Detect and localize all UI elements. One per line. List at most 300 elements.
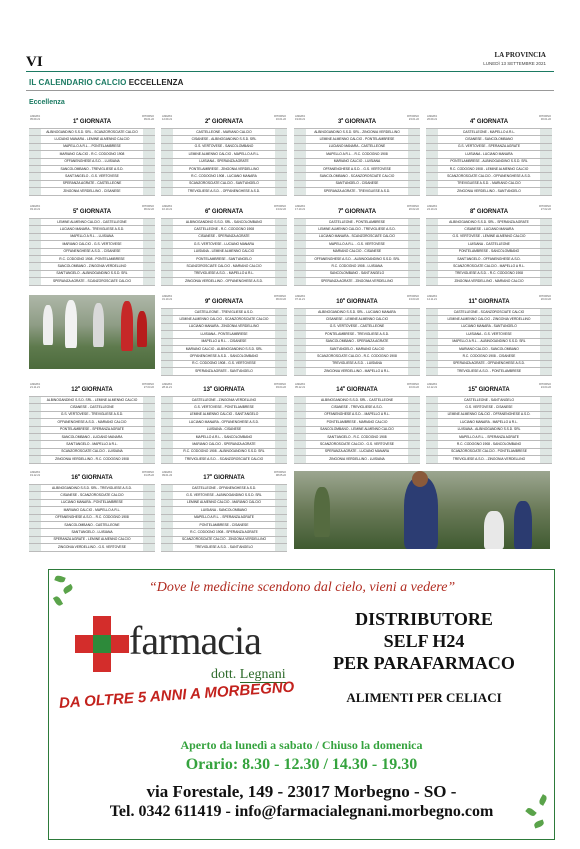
score-cell (29, 249, 41, 255)
score-cell (143, 515, 155, 521)
score-cell (275, 492, 287, 498)
giornata-card (161, 383, 287, 464)
giornata-card (29, 205, 155, 286)
match-row (161, 500, 287, 507)
andata-date: ANDATA 03.10.21 (30, 205, 41, 211)
match-row (294, 456, 420, 463)
match-row (294, 271, 420, 278)
score-cell (161, 278, 173, 284)
giornata-header (426, 295, 552, 308)
match-row (426, 361, 552, 368)
score-cell (143, 188, 155, 194)
match-row (426, 271, 552, 278)
giornata-num-sup: a (474, 297, 477, 301)
match-teams: ZINGONIA VERDELLINO - MAPELLO A R.L. (324, 368, 390, 373)
score-cell (143, 166, 155, 172)
score-cell (161, 427, 173, 433)
match-row (294, 427, 420, 434)
match-row (426, 324, 552, 331)
score-cell (426, 419, 438, 425)
match-teams: SANCOLOMBANO - SCANZOROSCIATE CALCIO (319, 174, 395, 179)
score-cell (294, 159, 306, 165)
match-row (426, 339, 552, 346)
score-cell (161, 271, 173, 277)
score-cell (294, 151, 306, 157)
score-cell (408, 404, 420, 410)
match-row (161, 263, 287, 270)
match-teams: ZINGONIA VERDELLINO - SANT'ANGELO (457, 188, 521, 193)
score-cell (143, 441, 155, 447)
giornata-num: 14 (336, 387, 343, 393)
match-teams: MAPELLO A R.L. - SPERANZA AGRATE (459, 434, 519, 439)
giornata-number (205, 119, 210, 125)
giornata-header (29, 383, 155, 396)
giornata-num-sup: a (342, 385, 345, 389)
score-cell (275, 412, 287, 418)
section-prefix: IL CALENDARIO (29, 78, 93, 87)
score-cell (29, 427, 41, 433)
score-cell (294, 309, 306, 315)
match-row (29, 500, 155, 507)
giornata-header (294, 383, 420, 396)
ad-celiac: ALIMENTI PER CELIACI (346, 690, 502, 705)
score-cell (426, 339, 438, 345)
score-cell (294, 219, 306, 225)
match-teams: LUCIANO MANARA - CASTELLEONE (328, 144, 386, 149)
score-cell (294, 226, 306, 232)
match-teams: ALBINOGANDINO S.S.D. SRL - ZINGONIA VERDELLINO (314, 129, 400, 134)
score-cell (426, 309, 438, 315)
score-cell (426, 427, 438, 433)
giornata-label: GIORNATA (344, 209, 377, 215)
score-cell (275, 397, 287, 403)
match-teams: SANCOLOMBANO - TREVIGLIESE A.S.D. (60, 166, 124, 171)
score-cell (294, 441, 306, 447)
match-teams: MAPELLO A R.L. - G.S. VERTOVESE (329, 241, 385, 246)
score-cell (29, 256, 41, 262)
score-cell (540, 173, 552, 179)
match-teams: ZINGONIA VERDELLINO - OFFANENGHESE A.S.D. (185, 278, 263, 283)
score-cell (294, 173, 306, 179)
score-cell (294, 449, 306, 455)
score-cell (275, 529, 287, 535)
score-cell (408, 324, 420, 330)
giornata-num: 15 (468, 387, 475, 393)
ritorno-date: RITORNO 06.03.22 (274, 295, 286, 301)
match-row (294, 234, 420, 241)
score-cell (294, 339, 306, 345)
match-row (294, 241, 420, 248)
score-cell (426, 271, 438, 277)
score-cell (29, 226, 41, 232)
score-cell (540, 339, 552, 345)
giornata-label: GIORNATA (478, 387, 510, 393)
score-cell (426, 434, 438, 440)
match-row (161, 361, 287, 368)
score-cell (294, 136, 306, 142)
giornata-num: 6 (204, 209, 209, 215)
score-cell (161, 339, 173, 345)
giornata-header (29, 205, 155, 218)
giornata-label: GIORNATA (211, 299, 244, 305)
giornata-header (426, 383, 552, 396)
score-cell (161, 515, 173, 521)
match-teams: OFFANENGHESE A.S.D. - CISANESE (63, 249, 121, 254)
match-teams: LUISIANA - SANCOLOMBANO (201, 507, 247, 512)
score-cell (161, 449, 173, 455)
giornata-num-sup: a (208, 207, 211, 211)
giornata-num: 11 (468, 299, 475, 305)
score-cell (161, 309, 173, 315)
score-cell (540, 449, 552, 455)
score-cell (294, 412, 306, 418)
giornata-number (71, 387, 80, 393)
score-cell (161, 500, 173, 506)
match-row (161, 249, 287, 256)
score-cell (408, 263, 420, 269)
score-cell (161, 151, 173, 157)
match-row (161, 515, 287, 522)
giornata-label: GIORNATA (346, 299, 378, 305)
score-cell (29, 397, 41, 403)
match-teams: TREVIGLIESE A.S.D. - MARIANO CALCIO (457, 181, 521, 186)
giornata-card (426, 295, 552, 376)
score-cell (426, 368, 438, 374)
score-cell (275, 173, 287, 179)
score-cell (426, 144, 438, 150)
match-row (426, 219, 552, 226)
score-cell (408, 412, 420, 418)
score-cell (143, 507, 155, 513)
match-row (161, 544, 287, 551)
match-row (426, 181, 552, 188)
score-cell (408, 136, 420, 142)
match-teams: CISANESE - ALBINOGANDINO S.S.D. SRL (191, 137, 257, 142)
score-cell (29, 412, 41, 418)
score-cell (294, 166, 306, 172)
match-row (29, 449, 155, 456)
giornata-header (29, 115, 155, 128)
match-list (29, 128, 155, 196)
match-row (29, 256, 155, 263)
score-cell (408, 427, 420, 433)
score-cell (540, 166, 552, 172)
match-teams: G.S. VERTOVESE - CISANESE (465, 405, 513, 410)
score-cell (426, 159, 438, 165)
score-cell (143, 226, 155, 232)
score-cell (426, 412, 438, 418)
match-teams: MARIANO CALCIO - MAPELLO A R.L. (63, 507, 121, 512)
score-cell (408, 331, 420, 337)
score-cell (143, 544, 155, 550)
giornata-num-sup: a (341, 207, 344, 211)
giornata-num: 12 (71, 387, 78, 393)
score-cell (294, 397, 306, 403)
giornata-header (426, 205, 552, 218)
match-row (294, 441, 420, 448)
match-row (426, 404, 552, 411)
match-row (426, 449, 552, 456)
match-row (161, 507, 287, 514)
match-teams: OFFANENGHESE A.S.D. - MARIANO CALCIO (57, 419, 127, 424)
score-cell (294, 271, 306, 277)
score-cell (275, 136, 287, 142)
match-teams: SCANZOROSCIATE CALCIO - SANT'ANGELO (189, 181, 259, 186)
score-cell (426, 219, 438, 225)
score-cell (426, 278, 438, 284)
score-cell (161, 188, 173, 194)
score-cell (408, 434, 420, 440)
score-cell (294, 419, 306, 425)
match-teams: OFFANENGHESE A.S.D. - R.C. CODOGNO 1908 (55, 515, 129, 520)
match-row (426, 241, 552, 248)
match-row (161, 449, 287, 456)
giornata-num-sup: a (208, 297, 211, 301)
match-row (161, 485, 287, 492)
giornata-label: GIORNATA (478, 299, 510, 305)
score-cell (540, 361, 552, 367)
match-row (161, 537, 287, 544)
match-teams: ZINGONIA VERDELLINO - G.S. VERTOVESE (57, 544, 127, 549)
match-list (161, 484, 287, 552)
match-teams: OFFANENGHESE A.S.D. - ALBINOGANDINO S.S.D. SRL (314, 256, 400, 261)
match-teams: LEMINE ALMENNO CALCIO - SCANZOROSCIATE CALCIO (179, 317, 269, 322)
score-cell (275, 226, 287, 232)
score-cell (294, 181, 306, 187)
score-cell (275, 278, 287, 284)
score-cell (275, 515, 287, 521)
match-row (29, 522, 155, 529)
score-cell (143, 456, 155, 462)
score-cell (408, 151, 420, 157)
match-row (29, 271, 155, 278)
match-row (426, 166, 552, 173)
match-teams: MAPELLO A R.L. - SANCOLOMBANO (195, 434, 253, 439)
score-cell (161, 397, 173, 403)
giornata-num: 17 (203, 475, 210, 481)
giornata-num: 10 (336, 299, 343, 305)
score-cell (294, 234, 306, 240)
score-cell (275, 434, 287, 440)
giornata-header (161, 295, 287, 308)
score-cell (161, 544, 173, 550)
match-teams: ZINGONIA VERDELLINO - MARIANO CALCIO (454, 278, 524, 283)
match-row (426, 129, 552, 136)
score-cell (540, 151, 552, 157)
giornata-num: 16 (71, 475, 78, 481)
giornata-num: 1 (72, 119, 77, 125)
match-teams: SANT'ANGELO - OFFANENGHESE A.S.D. (457, 256, 521, 261)
match-teams: ALBINOGANDINO S.S.D. SRL - SCANZOROSCIATE CALCIO (46, 129, 138, 134)
score-cell (426, 397, 438, 403)
score-cell (294, 361, 306, 367)
score-cell (161, 331, 173, 337)
score-cell (426, 316, 438, 322)
score-cell (294, 263, 306, 269)
match-row (426, 151, 552, 158)
score-cell (540, 353, 552, 359)
match-teams: SANCOLOMBANO - LUCIANO MANARA (61, 434, 123, 439)
match-row (29, 219, 155, 226)
match-row (294, 324, 420, 331)
giornata-num-sup: a (473, 207, 476, 211)
giornata-number (71, 475, 80, 481)
giornata-number (336, 387, 345, 393)
match-row (161, 151, 287, 158)
score-cell (29, 144, 41, 150)
match-row (161, 346, 287, 353)
match-row (161, 144, 287, 151)
giornata-num: 4 (469, 119, 474, 125)
ritorno-date: RITORNO 10.04.22 (407, 383, 419, 389)
issue-date: LUNEDÌ 13 SETTEMBRE 2021 (483, 61, 546, 66)
match-teams: OFFANENGHESE A.S.D. - MAPELLO A R.L. (324, 412, 390, 417)
giornata-title (294, 385, 420, 393)
score-cell (540, 419, 552, 425)
match-row (161, 271, 287, 278)
score-cell (161, 537, 173, 543)
match-row (29, 226, 155, 233)
score-cell (294, 188, 306, 194)
match-row (426, 226, 552, 233)
match-teams: OFFANENGHESE A.S.D. - LUISIANA (64, 159, 120, 164)
score-cell (540, 331, 552, 337)
score-cell (408, 397, 420, 403)
score-cell (540, 136, 552, 142)
match-teams: SANCOLOMBANO - CASTELLEONE (64, 522, 120, 527)
score-cell (408, 278, 420, 284)
score-cell (275, 346, 287, 352)
match-teams: G.S. VERTOVESE - PONTELAMBRESE (194, 405, 254, 410)
match-row (29, 492, 155, 499)
giornata-header (161, 383, 287, 396)
score-cell (143, 529, 155, 535)
match-teams: SANCOLOMBANO - SANT'ANGELO (329, 271, 385, 276)
giornata-num-sup: a (77, 385, 80, 389)
match-teams: CISANESE - LUCIANO MANARA (464, 227, 514, 232)
match-list (294, 308, 420, 376)
match-row (161, 256, 287, 263)
giornata-num: 5 (72, 209, 77, 215)
match-list (426, 218, 552, 286)
giornata-label: GIORNATA (346, 387, 378, 393)
score-cell (161, 166, 173, 172)
score-cell (275, 331, 287, 337)
score-cell (161, 324, 173, 330)
ad-dott-prefix: dott. (211, 667, 237, 682)
score-cell (540, 241, 552, 247)
match-row (161, 136, 287, 143)
giornata-card (29, 383, 155, 464)
match-teams: SANT'ANGELO - CISANESE (335, 181, 379, 186)
score-cell (143, 412, 155, 418)
match-teams: MAPELLO A R.L. - R.C. CODOGNO 1908 (326, 151, 388, 156)
match-teams: SANT'ANGELO - MARIANO CALCIO (329, 346, 385, 351)
giornata-card (294, 205, 420, 286)
andata-date: ANDATA 12.12.21 (427, 383, 438, 389)
andata-date: ANDATA 05.12.21 (295, 383, 306, 389)
score-cell (408, 173, 420, 179)
score-cell (161, 434, 173, 440)
giornata-title (161, 473, 287, 481)
match-row (294, 136, 420, 143)
match-teams: R.C. CODOGNO 1908 - CISANESE (462, 354, 516, 359)
match-list (294, 218, 420, 286)
giornata-title (29, 117, 155, 125)
match-teams: SPERANZA AGRATE - ZINGONIA VERDELLINO (320, 278, 394, 283)
match-row (29, 249, 155, 256)
score-cell (540, 226, 552, 232)
masthead: LA PROVINCIA (494, 51, 546, 59)
score-cell (408, 234, 420, 240)
score-cell (275, 151, 287, 157)
match-row (161, 339, 287, 346)
match-row (426, 144, 552, 151)
score-cell (408, 188, 420, 194)
giornata-title (29, 473, 155, 481)
match-row (294, 249, 420, 256)
score-cell (294, 346, 306, 352)
section-title: ECCELLENZA (128, 78, 184, 87)
score-cell (294, 353, 306, 359)
score-cell (29, 456, 41, 462)
score-cell (408, 166, 420, 172)
ritorno-date: RITORNO 27.03.22 (142, 383, 154, 389)
andata-date: ANDATA 31.10.21 (162, 295, 173, 301)
giornata-label: GIORNATA (476, 209, 509, 215)
match-row (29, 263, 155, 270)
match-teams: LEMINE ALMENNO CALCIO - MARIANO CALCIO (186, 500, 261, 505)
score-cell (275, 500, 287, 506)
score-cell (29, 278, 41, 284)
score-cell (29, 419, 41, 425)
score-cell (29, 271, 41, 277)
giornata-num-sup: a (474, 385, 477, 389)
score-cell (29, 181, 41, 187)
giornata-number (203, 387, 212, 393)
score-cell (426, 226, 438, 232)
giornata-title (161, 385, 287, 393)
match-row (294, 129, 420, 136)
score-cell (161, 507, 173, 513)
ritorno-date: RITORNO 03.04.22 (274, 383, 286, 389)
match-teams: ALBINOGANDINO S.S.D. SRL - SPERANZA AGRATE (449, 219, 529, 224)
giornata-num: 9 (204, 299, 209, 305)
match-teams: CASTELLEONE - TREVIGLIESE A.S.D. (194, 309, 254, 314)
match-row (426, 427, 552, 434)
ritorno-date: RITORNO 20.03.22 (539, 295, 551, 301)
match-row (161, 324, 287, 331)
score-cell (29, 136, 41, 142)
giornata-num: 8 (469, 209, 474, 215)
score-cell (143, 492, 155, 498)
giornata-label: GIORNATA (213, 387, 245, 393)
match-row (29, 144, 155, 151)
match-teams: LUISIANA - LUCIANO MANARA (465, 151, 513, 156)
giornata-header (294, 115, 420, 128)
score-cell (408, 271, 420, 277)
score-cell (426, 129, 438, 135)
match-row (426, 419, 552, 426)
match-row (161, 188, 287, 195)
match-list (29, 218, 155, 286)
score-cell (408, 309, 420, 315)
match-teams: CASTELLEONE - MAPELLO A R.L. (462, 129, 516, 134)
score-cell (161, 249, 173, 255)
match-row (294, 353, 420, 360)
score-cell (29, 129, 41, 135)
giornata-title (426, 385, 552, 393)
